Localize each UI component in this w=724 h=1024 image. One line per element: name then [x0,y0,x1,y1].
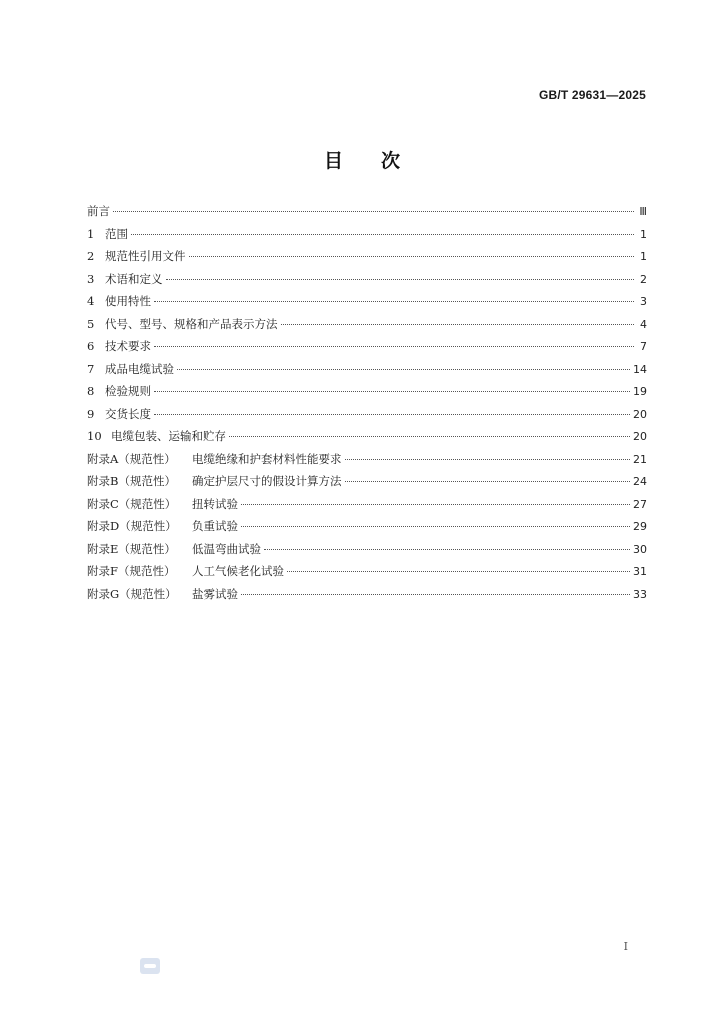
toc-entry-3[interactable] [87,271,647,294]
toc-entry-label: 电缆包装、运输和贮存 [111,429,226,443]
toc-entry-annex-b[interactable] [87,473,647,496]
toc-entry-label: 人工气候老化试验 [192,564,284,578]
toc-entry-annex-f[interactable] [87,563,647,586]
toc-entry-label: 扭转试验 [192,496,238,511]
toc-entry-number: 1 [87,226,95,241]
toc-entry-page: 30 [633,542,647,556]
toc-entry-page: 19 [633,385,647,398]
toc-entry-number: 3 [87,271,95,286]
leader-dots [154,391,630,392]
leader-dots [154,346,634,347]
toc-entry-label: 盐雾试验 [192,586,238,601]
leader-dots [264,549,630,550]
leader-dots [166,279,635,280]
leader-dots [241,594,630,595]
toc-entry-number: 附录F（规范性） [87,564,176,578]
toc-entry-number: 7 [87,361,95,376]
toc-entry-9[interactable] [87,406,647,429]
toc-entry-page: Ⅲ [639,205,647,218]
toc-entry-label: 范围 [105,226,128,241]
toc-entry-page: 21 [633,452,647,466]
toc-entry-annex-e[interactable] [87,541,647,564]
toc-entry-page: 2 [640,272,647,286]
toc-entry-label: 代号、型号、规格和产品表示方法 [105,316,278,331]
toc-entry-page: 3 [640,295,647,308]
toc-entry-annex-g[interactable] [87,586,647,609]
toc-entry-page: 31 [633,565,647,578]
toc-entry-number: 8 [87,384,95,398]
leader-dots [281,324,635,325]
toc-entry-number: 附录D（规范性） [87,519,177,533]
toc-entry-number: 2 [87,249,95,263]
toc-entry-number: 4 [87,294,95,308]
toc-entry-label: 规范性引用文件 [105,249,186,263]
leader-dots [113,211,634,212]
toc-entry-label: 确定护层尺寸的假设计算方法 [192,474,342,488]
leader-dots [345,459,631,460]
toc-entry-number: 9 [87,406,95,421]
page-title-char-2: 次 [381,150,401,172]
leader-dots [345,481,631,482]
toc-entry-number: 附录E（规范性） [87,541,176,556]
toc-entry-page: 14 [633,362,647,376]
toc-entry-1[interactable] [87,226,647,249]
toc-entry-page: 7 [640,340,647,353]
leader-dots [229,436,630,437]
toc-entry-page: 1 [640,227,647,241]
toc-entry-label: 检验规则 [105,384,151,398]
toc-entry-label: 交货长度 [105,406,151,421]
toc-entry-page: 29 [633,520,647,533]
toc-entry-page: 33 [633,587,647,601]
page-title-char-1: 目 [323,150,343,172]
leader-dots [241,504,630,505]
toc-entry-7[interactable] [87,361,647,384]
toc-entry-label: 技术要求 [105,339,151,353]
toc-entry-page: 4 [640,317,647,331]
toc-entry-annex-a[interactable] [87,451,647,474]
toc-entry-page: 20 [633,407,647,421]
leader-dots [131,234,634,235]
toc-entry-number: 附录G（规范性） [87,586,177,601]
toc-entry-10[interactable] [87,428,647,451]
toc-entry-5[interactable] [87,316,647,339]
toc-entry-page: 27 [633,497,647,511]
toc-entry-annex-c[interactable] [87,496,647,519]
leader-dots [241,526,630,527]
toc-entry-foreword[interactable] [87,203,647,226]
toc-entry-label: 使用特性 [105,294,151,308]
page-title [0,146,724,173]
toc-entry-page: 1 [640,250,647,263]
toc-entry-label: 术语和定义 [105,271,163,286]
toc-entry-6[interactable] [87,338,647,361]
toc-entry-number: 5 [87,316,95,331]
toc-entry-page: 24 [633,475,647,488]
toc-entry-number: 附录B（规范性） [87,474,176,488]
toc-entry-number: 6 [87,339,95,353]
table-of-contents [87,203,647,608]
leader-dots [154,301,634,302]
leader-dots [154,414,630,415]
standard-code: GB/T 29631—2025 [538,88,646,102]
toc-entry-label: 电缆绝缘和护套材料性能要求 [192,451,342,466]
toc-entry-4[interactable] [87,293,647,316]
leader-dots [177,369,630,370]
toc-entry-8[interactable] [87,383,647,406]
page-number: I [623,940,628,953]
toc-entry-number: 附录C（规范性） [87,496,177,511]
toc-entry-annex-d[interactable] [87,518,647,541]
toc-entry-page: 20 [633,430,647,443]
leader-dots [189,256,635,257]
publisher-logo-icon [140,958,160,974]
toc-entry-2[interactable] [87,248,647,271]
toc-entry-label: 低温弯曲试验 [192,541,261,556]
toc-entry-number: 10 [87,429,102,443]
toc-entry-label: 成品电缆试验 [105,361,174,376]
toc-entry-number: 附录A（规范性） [87,451,176,466]
leader-dots [287,571,630,572]
toc-entry-label: 前言 [87,204,110,218]
toc-entry-label: 负重试验 [192,519,238,533]
